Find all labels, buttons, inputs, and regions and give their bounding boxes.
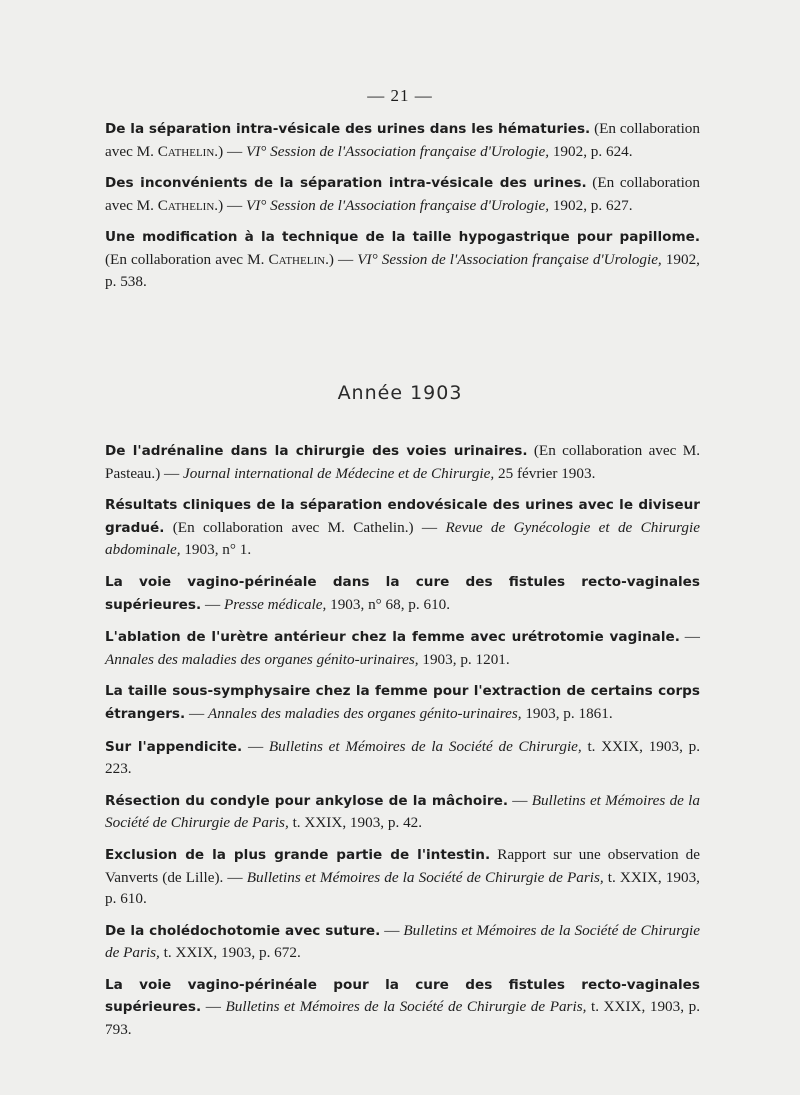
entry-citation: 1902, p. 627.: [549, 196, 633, 214]
entry-source: Journal international de Médecine et de Chirurgie,: [183, 464, 495, 482]
entry-title: Des inconvénients de la séparation intra-vésicale des urines.: [105, 175, 587, 192]
entry-note: (En collaboration avec M.: [105, 174, 700, 214]
entry-source: Presse médicale,: [223, 595, 327, 613]
entry-source: Bulletins et Mémoires de la Société de Chirurgie de Paris,: [105, 921, 700, 962]
entry-note: —: [201, 595, 224, 613]
bibliography-entry: [105, 790, 700, 834]
entry-note: —: [380, 921, 404, 939]
entry-title: La voie vagino-périnéale dans la cure des fistules recto-vaginales supérieures.: [105, 573, 700, 613]
entry-author: Cathelin: [157, 196, 215, 214]
entry-title: Sur l'appendicite.: [105, 738, 243, 755]
entry-note: (En collaboration avec M. Pasteau.) —: [105, 442, 701, 482]
entry-citation: t. XXIX, 1903, p. 223.: [105, 737, 701, 778]
bibliography-entry: [105, 571, 700, 616]
entry-author: Cathelin: [268, 250, 326, 268]
entry-citation: 1903, p. 1201.: [418, 650, 510, 668]
entry-source: Bulletins et Mémoires de la Société de Chirurgie de Paris,: [225, 998, 587, 1016]
entry-source: VI° Session de l'Association française d'Urologie,: [245, 142, 550, 160]
section-heading: Année 1903: [337, 382, 463, 404]
entry-title: La voie vagino-périnéale pour la cure des fistules recto-vaginales supérieures.: [105, 976, 700, 1016]
bibliography-entry: [105, 680, 700, 725]
entry-citation: t. XXIX, 1903, p. 793.: [105, 998, 700, 1039]
bibliography-entry: [105, 626, 700, 670]
entry-citation: t. XXIX, 1903, p. 610.: [105, 868, 700, 908]
entry-source: VI° Session de l'Association française d'Urologie,: [357, 250, 662, 268]
entry-title: L'ablation de l'urètre antérieur chez la femme avec urétrotomie vaginale.: [105, 629, 680, 646]
entry-source: Bulletins et Mémoires de la Société de Chirurgie de Paris,: [105, 791, 700, 832]
entry-title: Résultats cliniques de la séparation endovésicale des urines avec le diviseur gradué.: [105, 497, 700, 536]
entry-note: (En collaboration avec M.: [105, 120, 700, 160]
entry-note: .) —: [214, 196, 246, 214]
entry-citation: 25 février 1903.: [494, 464, 596, 482]
entry-note: Rapport sur une observation de Vanverts (de Lille). —: [105, 845, 700, 886]
page-number: — 21 —: [367, 86, 433, 105]
entry-source: Annales des maladies des organes génito-urinaires,: [105, 650, 419, 668]
entry-source: VI° Session de l'Association française d'Urologie,: [245, 196, 550, 214]
entry-title: Exclusion de la plus grande partie de l'intestin.: [105, 846, 491, 863]
entry-citation: 1903, p. 1861.: [521, 704, 613, 722]
entry-title: La taille sous-symphysaire chez la femme pour l'extraction de certains corps étrangers.: [105, 683, 700, 722]
entry-note: .) —: [214, 142, 246, 160]
entry-author: Cathelin: [157, 142, 215, 160]
entry-note: —: [201, 998, 226, 1016]
entry-title: De l'adrénaline dans la chirurgie des voies urinaires.: [105, 443, 528, 459]
bibliography-entry: [105, 494, 700, 561]
bibliography-entry: [105, 172, 700, 216]
entry-note: (En collaboration avec M.: [105, 250, 269, 268]
bibliography-entry: [105, 736, 700, 780]
bibliography-entry: [105, 226, 700, 292]
entry-note: .) —: [325, 250, 358, 268]
bibliography-entry: [105, 118, 700, 162]
entry-citation: 1902, p. 538.: [105, 250, 700, 290]
entry-note: —: [679, 628, 700, 646]
bibliography-entry: [105, 440, 700, 484]
bibliography-entry: [105, 920, 700, 964]
entries-1903: [105, 440, 700, 1041]
bibliography-entry: [105, 844, 700, 910]
entry-note: (En collaboration avec M. Cathelin.) —: [172, 518, 446, 536]
entry-note: —: [242, 737, 269, 755]
entry-source: Bulletins et Mémoires de la Société de Chirurgie,: [268, 737, 582, 755]
entry-note: —: [185, 704, 208, 722]
entry-title: Résection du condyle pour ankylose de la mâchoire.: [105, 792, 508, 809]
entries-1902: [105, 118, 700, 292]
entry-citation: t. XXIX, 1903, p. 672.: [159, 944, 301, 962]
entry-citation: 1903, n° 1.: [180, 541, 252, 559]
entry-citation: t. XXIX, 1903, p. 42.: [288, 814, 423, 832]
entry-citation: 1903, n° 68, p. 610.: [326, 595, 451, 613]
entry-source: Annales des maladies des organes génito-urinaires,: [207, 704, 522, 722]
entry-source: Bulletins et Mémoires de la Société de Chirurgie de Paris,: [246, 868, 604, 886]
entry-title: De la séparation intra-vésicale des urines dans les hématuries.: [105, 121, 591, 137]
entry-source: Revue de Gynécologie et de Chirurgie abdominale,: [105, 518, 700, 559]
entry-note: —: [507, 791, 532, 809]
entry-title: Une modification à la technique de la taille hypogastrique pour papillome.: [105, 229, 700, 246]
entry-citation: 1902, p. 624.: [549, 142, 633, 160]
bibliography-entry: [105, 974, 700, 1041]
entry-title: De la cholédochotomie avec suture.: [105, 922, 381, 939]
